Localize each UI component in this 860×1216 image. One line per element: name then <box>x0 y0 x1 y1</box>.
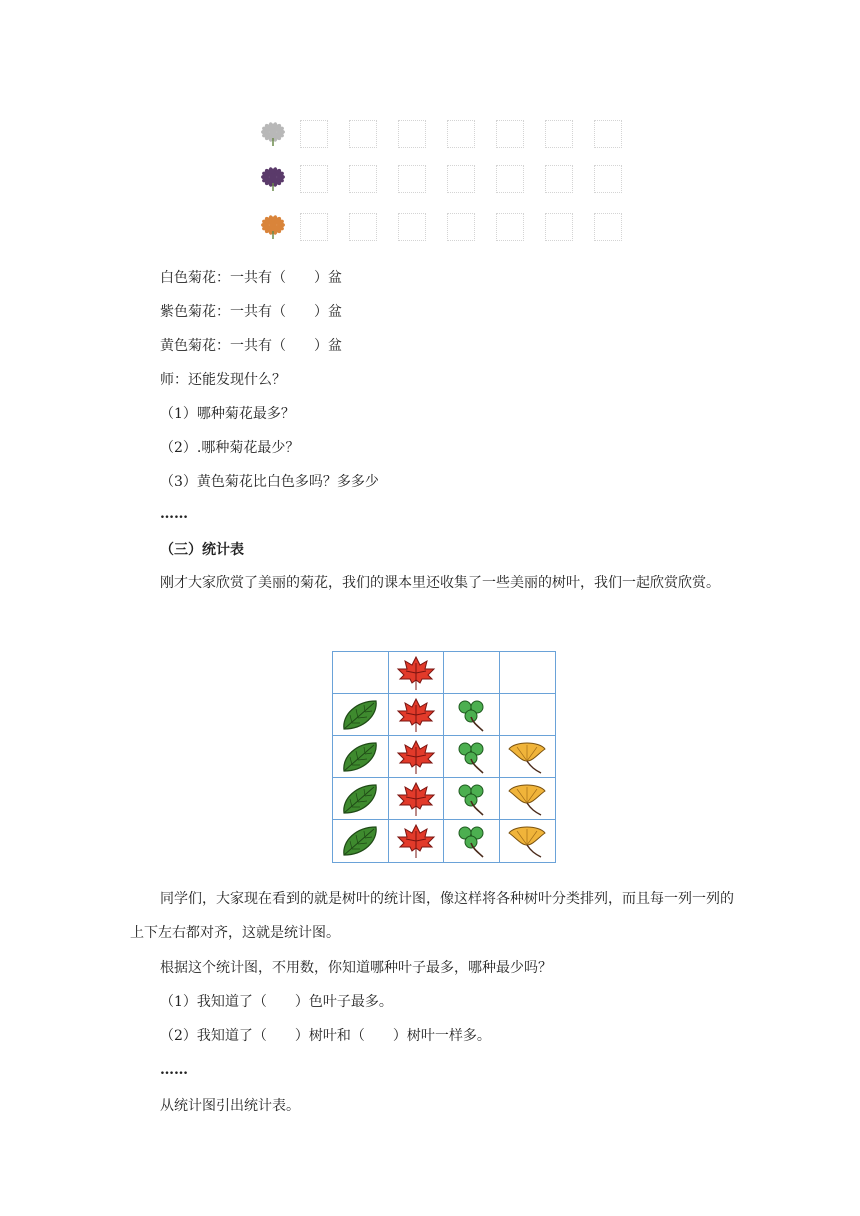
empty-slot <box>496 165 524 193</box>
green-oval-leaf-icon <box>333 736 389 778</box>
empty-slot <box>545 120 573 148</box>
section-heading: （三）统计表 <box>160 542 244 558</box>
yellow-count-question: 黄色菊花：一共有（ ）盆 <box>160 338 342 354</box>
red-maple-leaf-icon <box>389 694 445 736</box>
empty-slot <box>594 120 622 148</box>
empty-slot <box>349 165 377 193</box>
yellow-chrysanthemum-icon <box>258 214 288 240</box>
clover-leaf-icon <box>444 820 500 862</box>
question-least: （2）.哪种菊花最少？ <box>160 440 300 456</box>
clover-leaf-icon <box>444 736 500 778</box>
empty-slot <box>594 165 622 193</box>
conclusion: 从统计图引出统计表。 <box>160 1098 300 1114</box>
empty-slot <box>300 120 328 148</box>
empty-cell <box>500 694 556 736</box>
empty-slot <box>398 213 426 241</box>
red-maple-leaf-icon <box>389 652 445 694</box>
empty-cell <box>444 652 500 694</box>
clover-leaf-icon <box>444 778 500 820</box>
question-most: （1）哪种菊花最多？ <box>160 406 295 422</box>
ginkgo-leaf-icon <box>500 778 556 820</box>
white-count-question: 白色菊花：一共有（ ）盆 <box>160 270 342 286</box>
empty-cell <box>333 652 389 694</box>
empty-slot <box>594 213 622 241</box>
empty-slot <box>349 120 377 148</box>
question-compare: （3）黄色菊花比白色多吗？多多少 <box>160 474 379 490</box>
empty-slot <box>398 120 426 148</box>
question-paragraph: 根据这个统计图，不用数，你知道哪种叶子最多，哪种最少吗？ <box>160 960 552 976</box>
white-chrysanthemum-row <box>258 117 643 151</box>
empty-slot <box>496 213 524 241</box>
white-chrysanthemum-icon <box>258 121 288 147</box>
ginkgo-leaf-icon <box>500 820 556 862</box>
green-oval-leaf-icon <box>333 778 389 820</box>
empty-slot <box>300 165 328 193</box>
empty-slot <box>300 213 328 241</box>
explanation-paragraph: 同学们，大家现在看到的就是树叶的统计图，像这样将各种树叶分类排列，而且每一列一列的上下左右都对齐，这就是统计图。 <box>130 891 734 941</box>
empty-slot <box>545 165 573 193</box>
empty-cell <box>500 652 556 694</box>
teacher-prompt: 师：还能发现什么？ <box>160 372 286 388</box>
purple-count-question: 紫色菊花：一共有（ ）盆 <box>160 304 342 320</box>
ginkgo-leaf-icon <box>500 736 556 778</box>
red-maple-leaf-icon <box>389 778 445 820</box>
answer-equal: （2）我知道了（ ）树叶和（ ）树叶一样多。 <box>160 1028 491 1044</box>
purple-chrysanthemum-row <box>258 162 643 196</box>
green-oval-leaf-icon <box>333 694 389 736</box>
ellipsis-2: …… <box>160 1062 188 1078</box>
purple-chrysanthemum-icon <box>258 166 288 192</box>
yellow-chrysanthemum-row <box>258 210 643 244</box>
empty-slot <box>447 213 475 241</box>
ellipsis: …… <box>160 506 188 522</box>
empty-slot <box>447 165 475 193</box>
answer-most: （1）我知道了（ ）色叶子最多。 <box>160 994 393 1010</box>
empty-slot <box>496 120 524 148</box>
empty-slot <box>349 213 377 241</box>
red-maple-leaf-icon <box>389 820 445 862</box>
empty-slot <box>545 213 573 241</box>
clover-leaf-icon <box>444 694 500 736</box>
intro-paragraph: 刚才大家欣赏了美丽的菊花，我们的课本里还收集了一些美丽的树叶，我们一起欣赏欣赏。 <box>160 575 720 591</box>
red-maple-leaf-icon <box>389 736 445 778</box>
empty-slot <box>398 165 426 193</box>
green-oval-leaf-icon <box>333 820 389 862</box>
empty-slot <box>447 120 475 148</box>
leaf-pictograph <box>332 651 556 863</box>
